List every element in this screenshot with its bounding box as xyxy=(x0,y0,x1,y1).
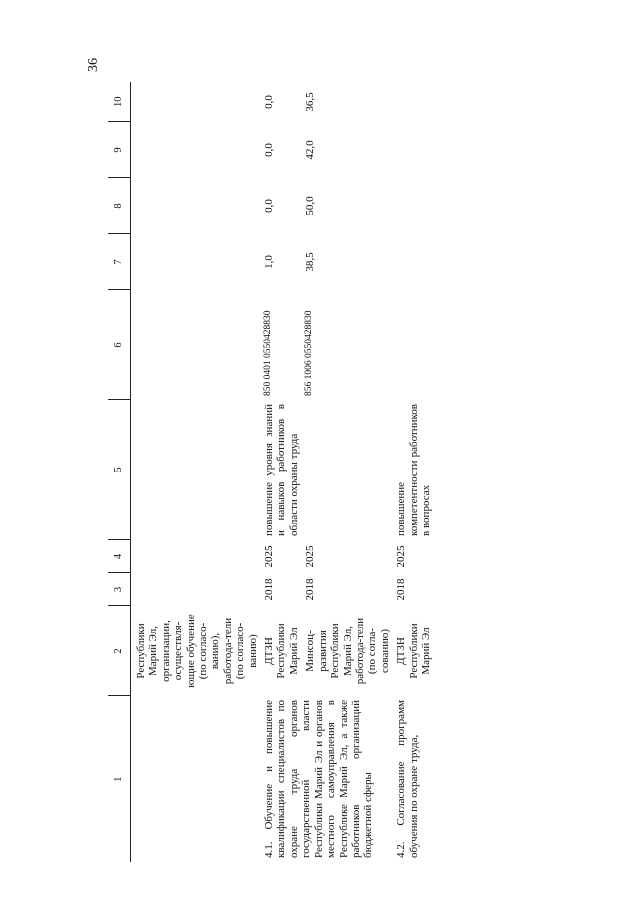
cell-start-year: 2018 xyxy=(263,578,276,601)
col-header-2: 2 xyxy=(108,606,131,696)
cell-executors: Республики Марий Эл, организации, осуществля-ющие обучение (по согласо-ванию), работода-тели (по согласо-ванию) xyxy=(135,614,259,688)
program-table xyxy=(108,82,432,862)
col-header-10: 10 xyxy=(108,82,131,122)
table-row xyxy=(131,82,260,862)
cell-start-year: 2018 xyxy=(304,578,317,601)
empty-cells xyxy=(391,82,432,400)
cell-end-year: 2025 xyxy=(263,545,276,568)
cell-measure: 4.1. Обучение и повышение квалификации специалистов по охране труда органов государственной власти Республики Марий Эл и органов местного самоуправления в Республике Марий Эл, а также работников организаций бюджетной сферы xyxy=(263,700,375,858)
cell-budget-code: 856 1006 0550428830 xyxy=(304,310,315,396)
cell-value-9: 0,0 xyxy=(263,143,276,157)
cell-budget-code: 850 0401 0550428830 xyxy=(263,310,274,396)
cell-end-year: 2025 xyxy=(395,545,408,568)
col-header-5: 5 xyxy=(108,400,131,540)
col-header-3: 3 xyxy=(108,573,131,606)
cell-value-10: 36,5 xyxy=(304,92,317,112)
cell-executor: Минсоц-развития Республики Марий Эл, работода-тели (по согла-сованию) xyxy=(304,617,391,685)
col-header-1: 1 xyxy=(108,696,131,862)
cell-measure xyxy=(131,696,260,862)
header-row xyxy=(108,82,131,862)
cell-value-7: 1,0 xyxy=(263,255,276,269)
col-header-9: 9 xyxy=(108,122,131,178)
col-header-8: 8 xyxy=(108,178,131,234)
table-row xyxy=(391,82,432,862)
cell-value-7: 38,5 xyxy=(304,252,317,272)
cell-value-9: 42,0 xyxy=(304,140,317,160)
rotated-table-page xyxy=(108,82,548,862)
cell-result: повышение компетентности работников в вопросах xyxy=(395,404,432,536)
cell-measure: 4.2. Согласование программ обучения по охране труда, xyxy=(395,700,420,858)
col-header-4: 4 xyxy=(108,540,131,573)
table-row xyxy=(259,82,300,862)
page-number: 36 xyxy=(86,58,101,72)
col-header-7: 7 xyxy=(108,234,131,290)
cell-end-year: 2025 xyxy=(304,545,317,568)
cell-value-10: 0,0 xyxy=(263,95,276,109)
cell-result: повышение уровня знаний и навыков работников в области охраны труда xyxy=(263,404,300,536)
col-header-6: 6 xyxy=(108,290,131,400)
cell-start-year: 2018 xyxy=(395,578,408,601)
cell-executor: ДТЗН Республики Марий Эл xyxy=(263,623,300,679)
empty-cells xyxy=(131,82,260,606)
cell-executor: ДТЗН Республики Марий Эл xyxy=(395,623,432,679)
cell-value-8: 50,0 xyxy=(304,196,317,216)
cell-value-8: 0,0 xyxy=(263,199,276,213)
